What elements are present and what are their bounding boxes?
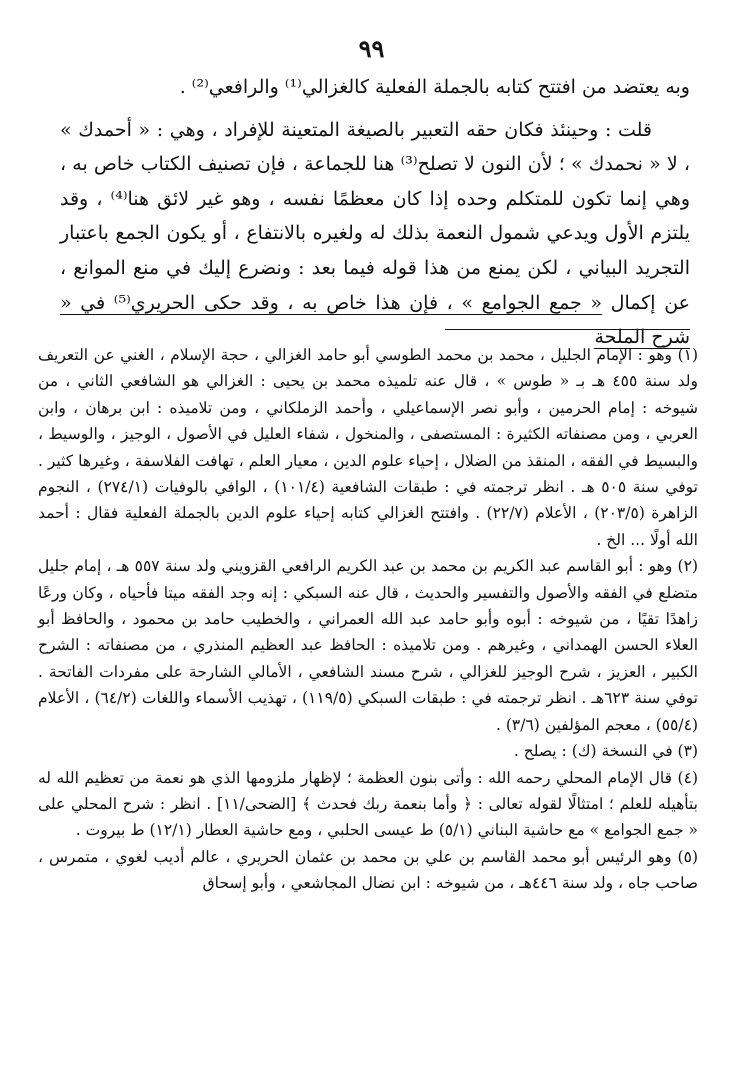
main-paragraph-2-text: قلت : وحينئذ فكان حقه التعبير بالصيغة المتعينة للإفراد ، وهي : « أحمدك » ، لا « نحمدك » ؛ لأن النون لا تصلح⁽³⁾ هنا للجماعة ، فإن تصنيف الكتاب خاص به ، وهي إنما تكون للمتكلم وحده إذا كان معظمًا نفسه ، وهو غير لائق هنا⁽⁴⁾ ، وقد يلتزم الأول ويدعي شمول النعمة بذلك له ولغيره بالانتفاع ، أو يكون الجمع باعتبار التجريد البياني ، لكن يمنع من هذا قوله فيما بعد : ونضرع إليك في منع الموانع ، عن إكمال <box>60 118 691 314</box>
footnote-separator <box>445 329 690 330</box>
footnote-text: في النسخة (ك) : يصلح . <box>513 742 673 761</box>
underlined-phrase: « جمع الجوامع » ، فإن هذا خاص به ، وقد حكى الحريري⁽⁵⁾ في « شرح الملحة <box>60 291 690 349</box>
main-body-text <box>60 70 690 355</box>
footnote-text: قال الإمام المحلي رحمه الله : وأتى بنون العظمة ؛ لإظهار ملزومها الذي هو نعمة من تعظيم الله له بتأهيله للعلم ؛ امتثالًا لقوله تعالى : ﴿ وأما بنعمة ربك فحدث ﴾ [الضحى/١١] . انظر : شرح المحلي على « جمع الجوامع » مع حاشية البناني (٥/١) ط عيسى الحلبي ، ومع حاشية العطار (١٢/١) ط بيروت . <box>38 768 698 840</box>
footnote-4 <box>38 765 698 844</box>
footnote-2 <box>38 553 698 738</box>
footnotes-section <box>38 342 698 897</box>
footnote-text: وهو الرئيس أبو محمد القاسم بن علي بن محمد بن عثمان الحريري ، عالم أديب لغوي ، متمرس ، صاحب جاه ، ولد سنة ٤٤٦هـ ، من شيوخه : ابن نضال المجاشعي ، وأبو إسحاق <box>38 847 698 893</box>
footnote-1 <box>38 342 698 553</box>
footnote-number: (٢) <box>677 557 698 576</box>
footnote-text: وهو : أبو القاسم عبد الكريم بن محمد بن عبد الكريم الرافعي القزويني ولد سنة ٥٥٧ هـ ، إمام جليل متضلع في الفقه والأصول والتفسير والحديث ، قال عنه السبكي : إنه وجد الفقه ميتا فأحياه ، وكان ورعًا زاهدًا تقيًا ، من شيوخه : أبوه وأبو حامد عبد الله العمراني ، والخطيب حامد بن محمود ، والحافظ أبو العلاء الحسن الهمداني ، وغيرهم . ومن تلاميذه : الحافظ عبد العظيم المنذري ، من مصنفاته : الشرح الكبير ، العزيز ، شرح الوجيز للغزالي ، شرح مسند الشافعي ، الأمالي الشارحة على مفردات الفاتحة . توفي سنة ٦٢٣هـ . انظر ترجمته في : طبقات السبكي (١١٩/٥) ، تهذيب الأسماء واللغات (٦٤/٢) ، الأعلام (٥٥/٤) ، معجم المؤلفين (٣/٦) . <box>38 557 699 734</box>
main-paragraph-2 <box>60 113 690 355</box>
footnote-number: (١) <box>677 346 699 364</box>
footnote-text: وهو : الإمام الجليل ، محمد بن محمد الطوسي أبو حامد الغزالي ، حجة الإسلام ، الغني عن التعريف ولد سنة ٤٥٥ هـ بـ « طوس » ، قال عنه تلميذه محمد بن يحيى : الغزالي هو الشافعي الثاني ، من شيوخه : إمام الحرمين ، وأبو نصر الإسماعيلي ، وأحمد الزملكاني ، ومن تلاميذه : ابن برهان ، وابن العربي ، ومن مصنفاته الكثيرة : المستصفى ، والمنخول ، شفاء العليل في الأصول ، الوجيز ، والوسيط ، والبسيط في الفقه ، المنقذ من الضلال ، إحياء علوم الدين ، معيار العلم ، تهافت الفلاسفة ، وغيرها كثير . توفي سنة ٥٠٥ هـ . انظر ترجمته في : طبقات الشافعية (١٠١/٤) ، الوافي بالوفيات (٢٧٤/١) ، النجوم الزاهرة (٢٠٣/٥) ، الأعلام (٢٢/٧) . وافتتح الغزالي كتابه إحياء علوم الدين بالجملة الفعلية فقال : أحمد الله أولًا ... الخ . <box>38 346 698 549</box>
footnote-3 <box>38 738 698 764</box>
footnote-number: (٥) <box>677 847 698 866</box>
main-paragraph-1: وبه يعتضد من افتتح كتابه بالجملة الفعلية كالغزالي⁽¹⁾ والرافعي⁽²⁾ . <box>179 76 690 98</box>
footnote-5 <box>38 844 698 897</box>
footnote-number: (٣) <box>677 742 698 761</box>
page-number: ٩٩ <box>358 34 385 63</box>
footnote-number: (٤) <box>677 768 698 787</box>
